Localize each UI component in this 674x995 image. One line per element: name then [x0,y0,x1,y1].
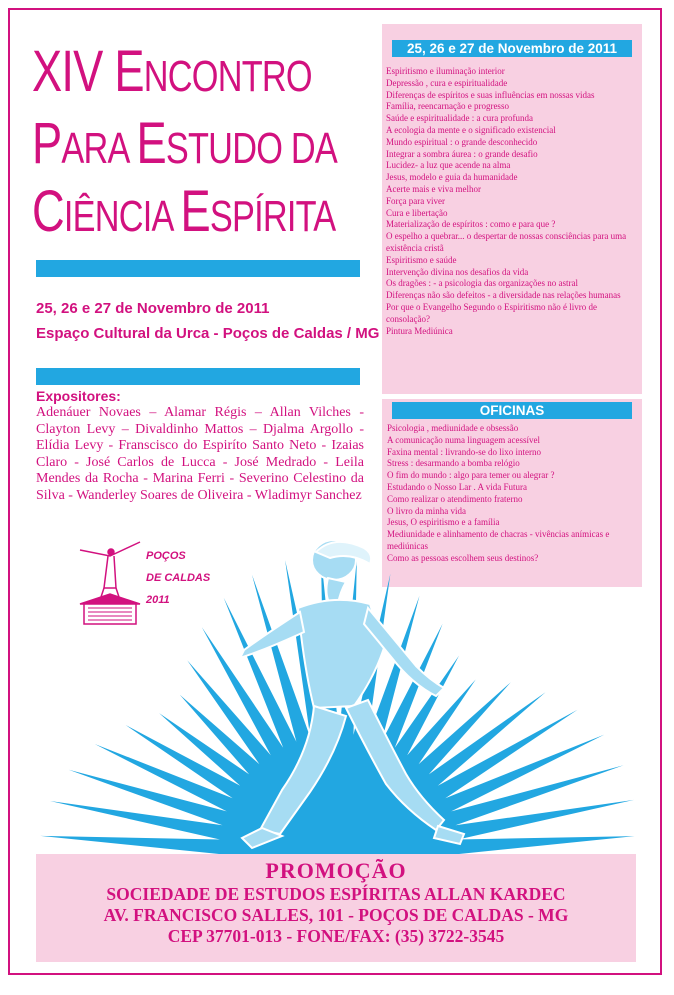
christ-statue-logo [70,538,150,628]
speakers-heading: Expositores: [36,388,121,404]
promotion-panel [36,854,636,962]
divider-bar-bottom [36,368,360,385]
event-dates: 25, 26 e 27 de Novembro de 2011 [36,300,270,317]
lecture-item: Jesus, modelo e guia da humanidade [386,172,518,183]
workshop-item: O livro da minha vida [387,505,466,516]
promotion-contact: CEP 37701-013 - FONE/FAX: (35) 3722-3545 [167,926,505,946]
lecture-item: Por que o Evangelho Segundo o Espiritismo não é livro de consolação? [386,301,597,324]
lecture-item: O espelho a quebrar... o despertar de nossas consciências para uma existência cristã [386,231,627,253]
title-line-3: CIÊNCIA ESPÍRITA [32,179,336,244]
divider-bar-top [36,260,360,277]
workshop-item: Estudando o Nosso Lar . A vida Futura [387,481,527,492]
promotion-title: PROMOÇÃO [265,858,407,883]
lectures-panel [382,24,642,394]
promotion-address: AV. FRANCISCO SALLES, 101 - POÇOS DE CALDAS - MG [103,905,569,925]
lecture-item: Família, reencarnação e progresso [386,101,509,112]
event-venue: Espaço Cultural da Urca - Poços de Caldas / MG [36,325,380,342]
lecture-item: Diferenças de espíritos e suas influências em nossas vidas [386,89,595,100]
workshop-item: Como as pessoas escolhem seus destinos? [387,552,539,563]
workshop-item: Como realizar o atendimento fraterno [387,493,523,504]
lecture-item: Pintura Mediúnica [386,325,453,336]
lectures-list [386,66,638,337]
lecture-item: Espiritismo e iluminação interior [386,66,505,76]
lecture-item: A ecologia da mente e o significado existencial [386,124,556,135]
lecture-item: Diferenças não são defeitos - a diversidade nas relações humanas [386,290,621,301]
lecture-item: Mundo espiritual : o grande desconhecido [386,136,538,147]
poster [8,8,662,975]
lecture-item: Lucidez- a luz que acende na alma [386,160,511,171]
promotion-organization: SOCIEDADE DE ESTUDOS ESPÍRITAS ALLAN KARDEC [106,884,566,904]
city-logo-line-1: POÇOS [146,550,186,562]
lecture-item: Integrar a sombra áurea : o grande desafio [386,148,538,159]
speakers-list: Adenáuer Novaes – Alamar Régis – Allan Vilches - Clayton Levy – Divaldinho Mattos – Djalma Argollo - Elídia Levy - Franscisco do Espiríto Santo Neto - Izaias Claro - José Carlos de Lucca - José Medrado - Leila Mendes da Rocha - Marina Ferri - Severino Celestino da Silva - Wanderley Soares de Oliveira - Wladimyr Sanchez [36,405,364,503]
lecture-item: Os dragões : - a psicologia das organizações no astral [386,278,579,289]
workshop-item: Faxina mental : livrando-se do lixo interno [387,446,541,457]
lecture-item: Materialização de espíritos : como e para que ? [386,219,556,230]
title-line-2: PARA ESTUDO DA [32,111,337,176]
lecture-item: Saúde e espiritualidade : a cura profunda [386,113,533,124]
lecture-item: Acerte mais e viva melhor [386,183,481,194]
lecture-item: Cura e libertação [386,207,448,218]
lecture-item: Depressão , cura e espiritualidade [386,77,508,88]
workshop-item: A comunicação numa linguagem acessível [387,434,540,445]
workshop-item: Psicologia , mediunidade e obsessão [387,423,519,433]
workshops-header: OFICINAS [392,402,632,419]
city-logo-line-2: DE CALDAS [146,572,211,584]
title-line-1: XIV ENCONTRO [32,39,312,104]
lecture-item: Espiritismo e saúde [386,254,457,265]
workshop-item: Mediunidade e alinhamento de chacras - vivências anímicas e mediúnicas [387,529,610,551]
city-logo-line-3: 2011 [146,594,170,606]
lecture-item: Intervenção divina nos desafios da vida [386,266,529,277]
lectures-date-header: 25, 26 e 27 de Novembro de 2011 [392,40,632,57]
lecture-item: Força para viver [386,195,445,206]
workshop-item: Stress : desarmando a bomba relógio [387,458,520,469]
workshop-item: Jesus, O espiritismo e a família [387,517,500,528]
workshop-item: O fim do mundo : algo para temer ou alegrar ? [387,470,555,481]
